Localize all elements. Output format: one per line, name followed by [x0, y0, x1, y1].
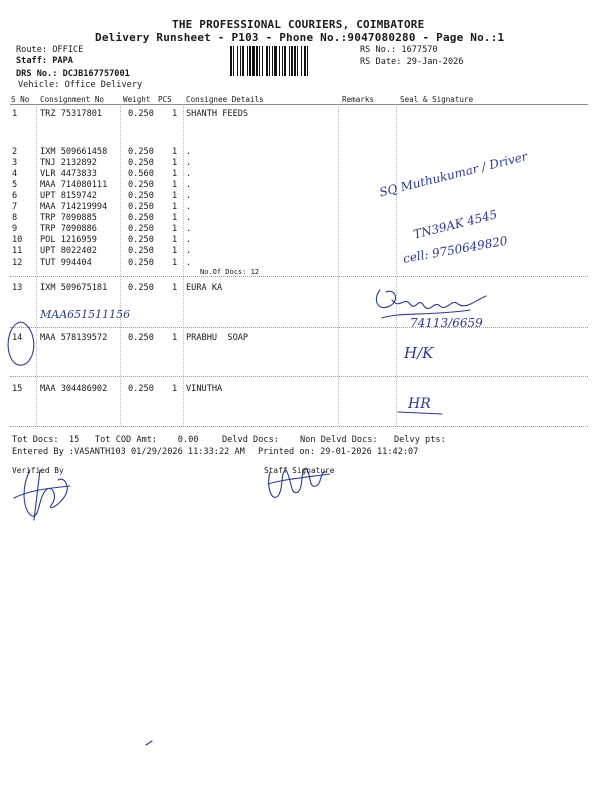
row-pcs: 1 — [172, 235, 178, 245]
row-consignee: . — [186, 246, 192, 256]
row-consignee: . — [186, 235, 192, 245]
row-sno: 1 — [12, 109, 18, 119]
row-pcs: 1 — [172, 202, 178, 212]
handwritten-driver-name: SQ Muthukumar / Driver — [378, 149, 529, 200]
row-weight: 0.250 — [128, 202, 154, 212]
handwritten-row14-initials: H/K — [404, 344, 434, 362]
row-weight: 0.250 — [128, 213, 154, 223]
row-consignment: VLR 4473833 — [40, 169, 97, 179]
row-sno: 13 — [12, 283, 23, 293]
row-consignment: MAA 578139572 — [40, 333, 108, 343]
row-weight: 0.250 — [128, 180, 154, 190]
row-consignment: TRP 7090885 — [40, 213, 97, 223]
verified-by-label: Verified By — [12, 466, 64, 475]
row-sno: 4 — [12, 169, 18, 179]
row-sno: 5 — [12, 180, 18, 190]
row-sno: 14 — [12, 333, 23, 343]
handwritten-vehicle-number: TN39AK 4545 — [412, 207, 499, 242]
row-weight: 0.560 — [128, 169, 154, 179]
handwritten-row13-note: MAA651511156 — [40, 308, 131, 321]
row-weight: 0.250 — [128, 224, 154, 234]
row-sno: 6 — [12, 191, 18, 201]
runsheet-title: Delivery Runsheet - P103 - Phone No.:9047080280 - Page No.:1 — [95, 31, 505, 44]
handwritten-row15-initials: HR — [408, 396, 431, 412]
row-weight: 0.250 — [128, 384, 154, 394]
row-consignee: . — [186, 147, 192, 157]
col-remarks: Remarks — [342, 95, 375, 104]
row-weight: 0.250 — [128, 235, 154, 245]
row-pcs: 1 — [172, 384, 178, 394]
row-consignment: IXM 509661458 — [40, 147, 108, 157]
row-sno: 3 — [12, 158, 18, 168]
row-sno: 15 — [12, 384, 23, 394]
row-sno: 7 — [12, 202, 18, 212]
total-cod-amount: Tot COD Amt: 0.00 — [95, 435, 199, 445]
row-sno: 10 — [12, 235, 23, 245]
row-pcs: 1 — [172, 147, 178, 157]
row-pcs: 1 — [172, 333, 178, 343]
row-pcs: 1 — [172, 158, 178, 168]
row-consignee: . — [186, 191, 192, 201]
row-pcs: 1 — [172, 283, 178, 293]
row-pcs: 1 — [172, 224, 178, 234]
row-consignment: MAA 714080111 — [40, 180, 108, 190]
row-consignment: TNJ 2132892 — [40, 158, 97, 168]
row-pcs: 1 — [172, 191, 178, 201]
route-label: Route: OFFICE — [16, 45, 84, 55]
row-sno: 12 — [12, 258, 23, 268]
row-consignee: . — [186, 169, 192, 179]
rs-date: RS Date: 29-Jan-2026 — [360, 57, 464, 67]
row-consignment: TUT 994404 — [40, 258, 92, 268]
row-pcs: 1 — [172, 169, 178, 179]
row-consignment: MAA 714219994 — [40, 202, 108, 212]
row-sno: 8 — [12, 213, 18, 223]
row-pcs: 1 — [172, 213, 178, 223]
row-consignment: TRP 7090886 — [40, 224, 97, 234]
staff-signature-label: Staff Signature — [264, 466, 335, 475]
row-sno: 2 — [12, 147, 18, 157]
col-pcs: PCS — [158, 95, 172, 104]
row-weight: 0.250 — [128, 246, 154, 256]
row-consignee: PRABHU SOAP — [186, 333, 249, 343]
row-consignee: . — [186, 213, 192, 223]
rs-number: RS No.: 1677570 — [360, 45, 438, 55]
row-consignment: IXM 509675181 — [40, 283, 108, 293]
non-delivered-docs: Non Delvd Docs: — [300, 435, 378, 445]
entered-by: Entered By :VASANTH103 01/29/2026 11:33:22 AM — [12, 447, 245, 457]
printed-on: Printed on: 29-01-2026 11:42:07 — [258, 447, 419, 457]
row-consignment: UPT 8022402 — [40, 246, 97, 256]
col-consignee: Consignee Details — [186, 95, 264, 104]
row-weight: 0.250 — [128, 258, 154, 268]
row-consignee: . — [186, 202, 192, 212]
row-weight: 0.250 — [128, 147, 154, 157]
row-consignee: . — [186, 158, 192, 168]
row-consignment: POL 1216959 — [40, 235, 97, 245]
handwritten-row13-phone: 74113/6659 — [410, 316, 483, 330]
row-consignee: . — [186, 180, 192, 190]
col-weight: Weight — [123, 95, 151, 104]
delivery-points: Delvy pts: — [394, 435, 446, 445]
row-consignee: EURA KA — [186, 283, 223, 293]
row-pcs: 1 — [172, 246, 178, 256]
row-weight: 0.250 — [128, 333, 154, 343]
drs-number: DRS No.: DCJB167757001 — [16, 69, 130, 79]
row-consignee: VINUTHA — [186, 384, 223, 394]
company-title: THE PROFESSIONAL COURIERS, COIMBATORE — [172, 18, 425, 31]
row-consignment: TRZ 75317801 — [40, 109, 103, 119]
col-seal: Seal & Signature — [400, 95, 474, 104]
handwritten-cell-number: cell: 9750649820 — [402, 233, 509, 266]
row-consignee: SHANTH FEEDS — [186, 109, 249, 119]
row-sno: 9 — [12, 224, 18, 234]
row-weight: 0.250 — [128, 158, 154, 168]
vehicle-label: Vehicle: Office Delivery — [18, 80, 143, 90]
row-pcs: 1 — [172, 109, 178, 119]
col-sno: S No — [11, 95, 30, 104]
staff-label: Staff: PAPA — [16, 56, 73, 66]
group-note: No.Of Docs: 12 — [200, 268, 260, 276]
row-consignment: MAA 304486902 — [40, 384, 108, 394]
row-consignee: . — [186, 224, 192, 234]
row-weight: 0.250 — [128, 191, 154, 201]
total-docs: Tot Docs: 15 — [12, 435, 80, 445]
row-weight: 0.250 — [128, 283, 154, 293]
row-consignment: UPT 8159742 — [40, 191, 97, 201]
delivered-docs: Delvd Docs: — [222, 435, 279, 445]
col-consignment: Consignment No — [40, 95, 105, 104]
row-sno: 11 — [12, 246, 23, 256]
row-pcs: 1 — [172, 180, 178, 190]
row-weight: 0.250 — [128, 109, 154, 119]
row-consignee: . — [186, 258, 192, 268]
row-pcs: 1 — [172, 258, 178, 268]
